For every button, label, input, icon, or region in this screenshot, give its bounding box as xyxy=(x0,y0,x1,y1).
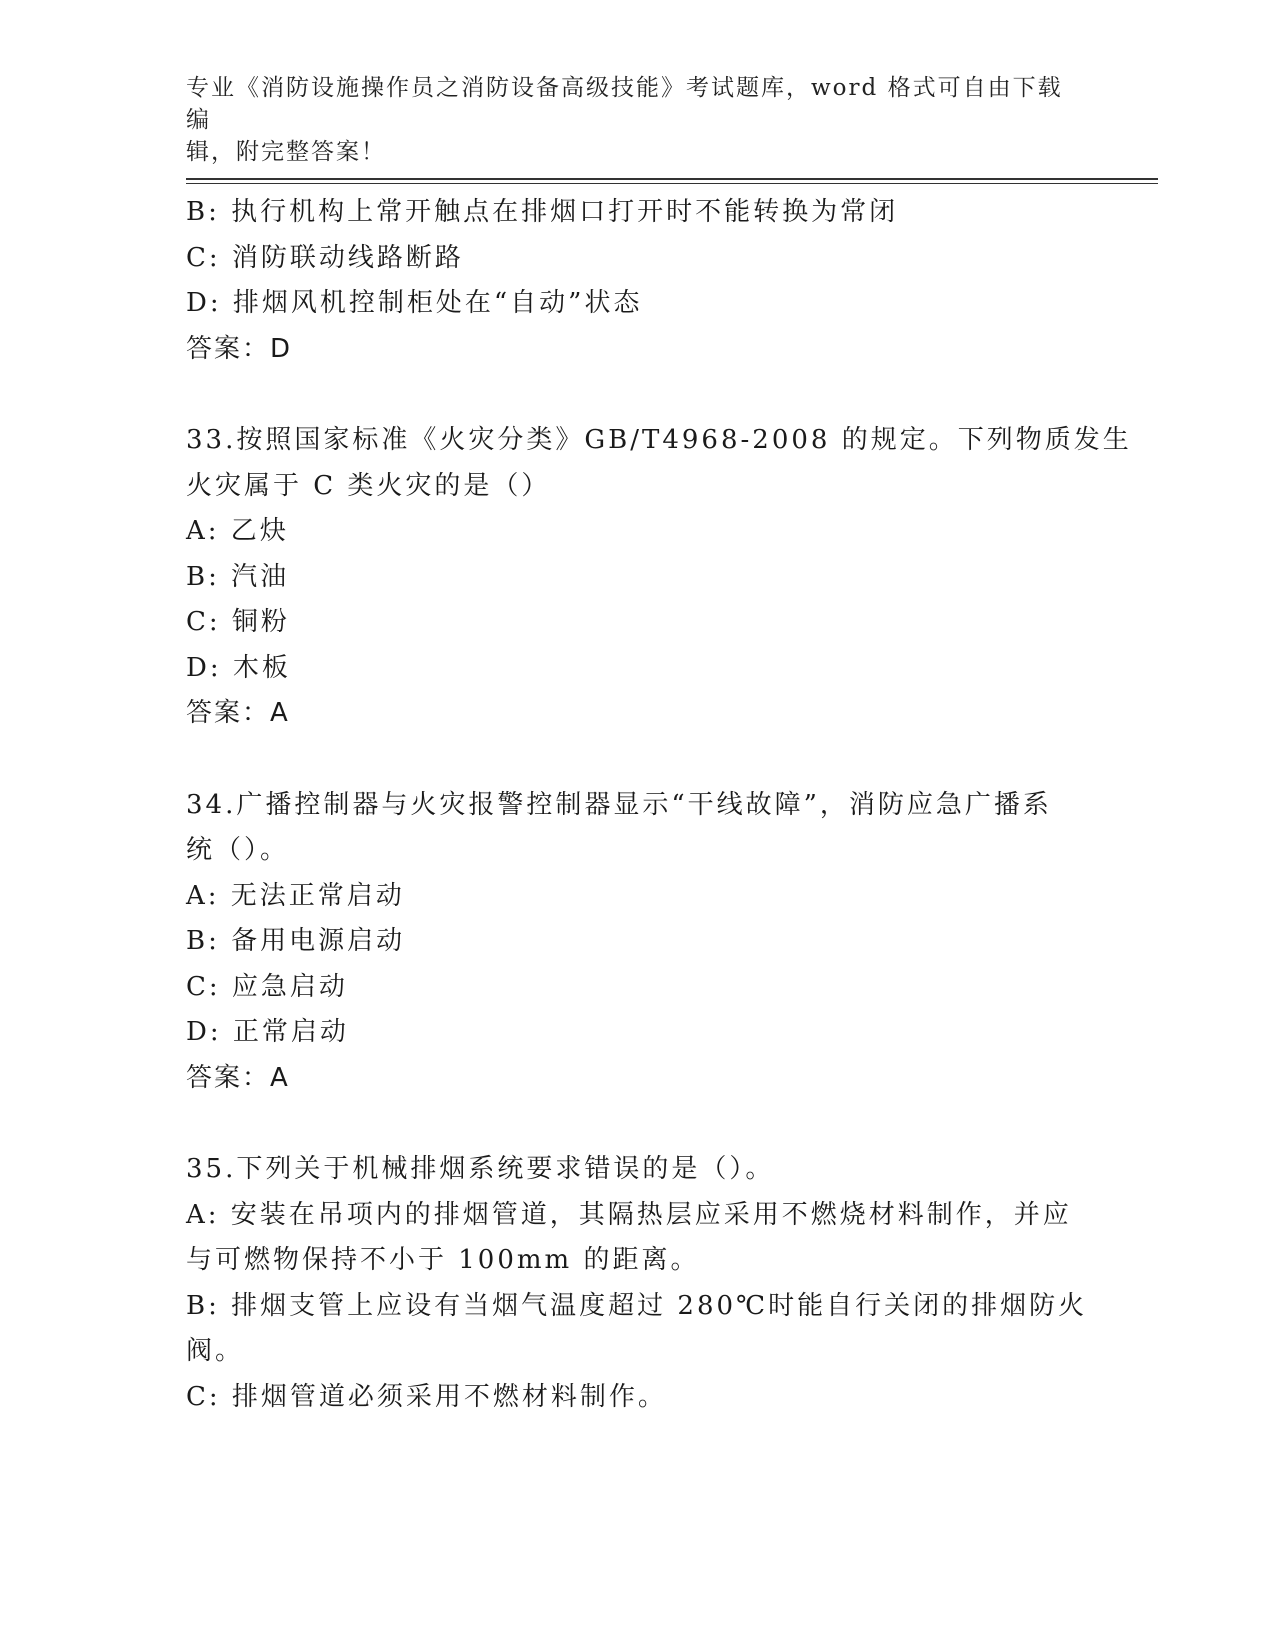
page-header xyxy=(186,72,1066,168)
spacer xyxy=(186,737,1076,783)
q32-option-c: C: 消防联动线路断路 xyxy=(186,242,464,273)
q34-option-c: C: 应急启动 xyxy=(186,971,348,1002)
q33-option-c: C: 铜粉 xyxy=(186,607,290,637)
q34-stem-line-1: 34.广播控制器与火灾报警控制器显示“干线故障”，消防应急广播系 xyxy=(186,789,1052,820)
q34-answer: 答案：A xyxy=(186,1062,290,1093)
question-34 xyxy=(186,783,1076,1102)
question-35 xyxy=(186,1147,1088,1420)
q35-stem: 35.下列关于机械排烟系统要求错误的是（）。 xyxy=(186,1154,775,1184)
q33-option-a: A: 乙炔 xyxy=(186,516,289,546)
spacer xyxy=(186,1101,1076,1147)
q35-option-a-line-1: A: 安装在吊项内的排烟管道，其隔热层应采用不燃烧材料制作，并应 xyxy=(186,1199,1072,1230)
q33-stem-line-1: 33.按照国家标准《火灾分类》GB/T4968-2008 的规定。下列物质发生 xyxy=(186,425,1132,455)
q34-option-b: B: 备用电源启动 xyxy=(186,926,406,956)
q35-option-b-line-1: B: 排烟支管上应设有当烟气温度超过 280℃时能自行关闭的排烟防火 xyxy=(186,1290,1088,1321)
q35-option-b-line-2: 阀。 xyxy=(186,1336,245,1366)
header-line-2: 辑，附完整答案！ xyxy=(186,139,386,165)
question-32-tail xyxy=(186,190,1076,372)
question-list xyxy=(186,190,1132,1420)
header-rule-thick xyxy=(186,178,1158,180)
header-line-1: 专业《消防设施操作员之消防设备高级技能》考试题库，word 格式可自由下载编 xyxy=(186,75,1063,133)
q33-option-b: B: 汽油 xyxy=(186,561,290,592)
q33-answer: 答案：A xyxy=(186,698,290,728)
question-33 xyxy=(186,418,1132,737)
spacer xyxy=(186,372,1076,418)
q35-option-a-line-2: 与可燃物保持不小于 100mm 的距离。 xyxy=(186,1245,700,1275)
q34-stem-line-2: 统（）。 xyxy=(186,835,290,865)
q33-stem-line-2: 火灾属于 C 类火灾的是（） xyxy=(186,470,551,501)
q32-answer: 答案：D xyxy=(186,333,293,364)
header-rule-thin xyxy=(186,183,1158,184)
q33-option-d: D: 木板 xyxy=(186,652,291,683)
q35-option-c: C: 排烟管道必须采用不燃材料制作。 xyxy=(186,1381,667,1412)
q34-option-a: A: 无法正常启动 xyxy=(186,880,405,911)
q34-option-d: D: 正常启动 xyxy=(186,1017,349,1047)
q32-option-b: B: 执行机构上常开触点在排烟口打开时不能转换为常闭 xyxy=(186,197,899,227)
q32-option-d: D: 排烟风机控制柜处在“自动”状态 xyxy=(186,288,643,318)
